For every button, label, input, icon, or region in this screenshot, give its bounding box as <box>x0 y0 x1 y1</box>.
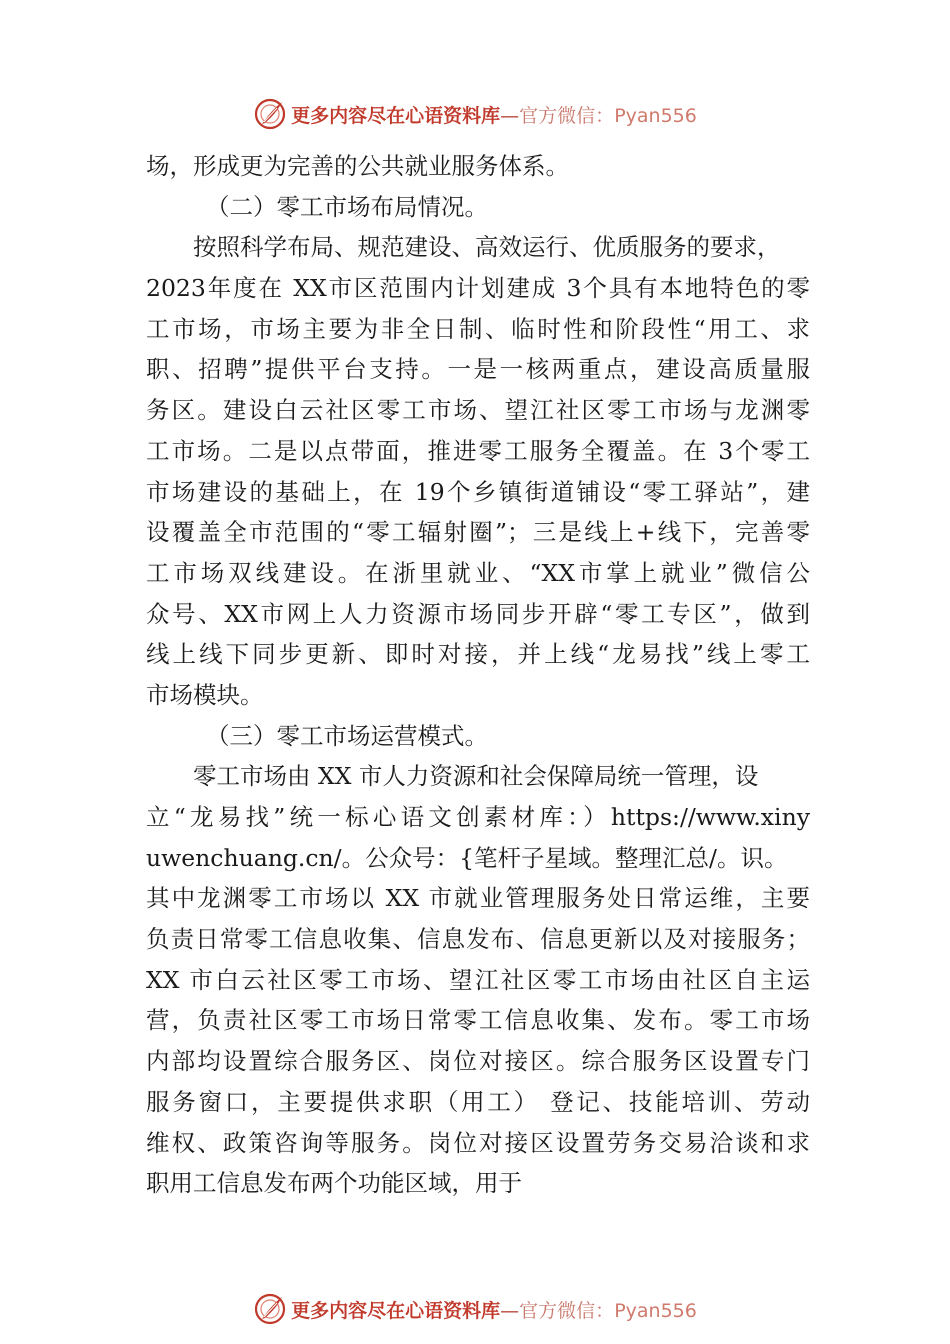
quill-logo-icon <box>253 97 287 131</box>
paragraph-line: 营，负责社区零工市场日常零工信息收集、发布。零工市场 <box>146 1006 810 1035</box>
watermark-wechat-label: 官方微信： <box>519 104 615 127</box>
paragraph-line: 工市场。二是以点带面，推进零工服务全覆盖。在 3个零工 <box>146 436 810 465</box>
paragraph-line: 职用工信息发布两个功能区域，用于 <box>146 1169 522 1198</box>
watermark-main: 更多内容尽在心语资料库 <box>291 1299 501 1322</box>
paragraph-line: 场，形成更为完善的公共就业服务体系。 <box>146 152 569 180</box>
paragraph-line: XX 市白云社区零工市场、望江社区零工市场由社区自主运 <box>146 965 810 994</box>
paragraph-line: 零工市场由 XX 市人力资源和社会保障局统一管理，设 <box>193 762 759 791</box>
paragraph-line: 服务窗口，主要提供求职（用工） 登记、技能培训、劳动 <box>146 1087 810 1116</box>
paragraph-line: 职、招聘”提供平台支持。一是一核两重点，建设高质量服 <box>146 355 810 384</box>
watermark-main: 更多内容尽在心语资料库 <box>291 104 501 127</box>
quill-logo-icon <box>253 1292 287 1326</box>
footer-watermark <box>0 1289 950 1329</box>
paragraph-line: 立“龙易找”统一标心语文创素材库：）https://www.xiny <box>146 803 810 831</box>
paragraph-line: 维权、政策咨询等服务。岗位对接区设置劳务交易洽谈和求 <box>146 1128 810 1157</box>
section-heading: （二）零工市场布局情况。 <box>206 192 488 221</box>
document-body <box>146 146 810 1204</box>
paragraph-line: 线上线下同步更新、即时对接，并上线“龙易找”线上零工 <box>146 640 810 669</box>
header-watermark <box>0 94 950 134</box>
watermark-separator: — <box>500 104 520 127</box>
watermark-separator: — <box>500 1299 520 1322</box>
section-heading: （三）零工市场运营模式。 <box>206 721 488 750</box>
paragraph-line: 工市场，市场主要为非全日制、临时性和阶段性“用工、求 <box>146 314 810 343</box>
watermark-wechat-label: 官方微信： <box>519 1299 615 1322</box>
paragraph-line: 负责日常零工信息收集、信息发布、信息更新以及对接服务； <box>146 925 810 954</box>
paragraph-line: 市场建设的基础上，在 19个乡镇街道铺设“零工驿站”，建 <box>146 477 810 506</box>
paragraph-line: 务区。建设白云社区零工市场、望江社区零工市场与龙渊零 <box>146 396 810 425</box>
watermark-wechat-id: Pyan556 <box>614 104 697 127</box>
watermark-wechat-id: Pyan556 <box>614 1299 697 1322</box>
paragraph-line: 按照科学布局、规范建设、高效运行、优质服务的要求， <box>193 233 781 262</box>
paragraph-line: uwenchuang.cn/。公众号：{笔杆子星域。整理汇总/。识。 <box>146 843 788 872</box>
paragraph-line: 市场模块。 <box>146 680 264 709</box>
paragraph-line: 工市场双线建设。在浙里就业、“XX市掌上就业”微信公 <box>146 558 810 587</box>
paragraph-line: 其中龙渊零工市场以 XX 市就业管理服务处日常运维，主要 <box>146 884 810 913</box>
watermark-text <box>291 1296 697 1323</box>
paragraph-line: 2023年度在 XX市区范围内计划建成 3个具有本地特色的零 <box>146 274 810 303</box>
paragraph-line: 内部均设置综合服务区、岗位对接区。综合服务区设置专门 <box>146 1047 810 1076</box>
paragraph-line: 众号、XX市网上人力资源市场同步开辟“零工专区”，做到 <box>146 599 810 628</box>
watermark-text <box>291 101 697 128</box>
paragraph-line: 设覆盖全市范围的“零工辐射圈”；三是线上+线下，完善零 <box>146 518 810 547</box>
